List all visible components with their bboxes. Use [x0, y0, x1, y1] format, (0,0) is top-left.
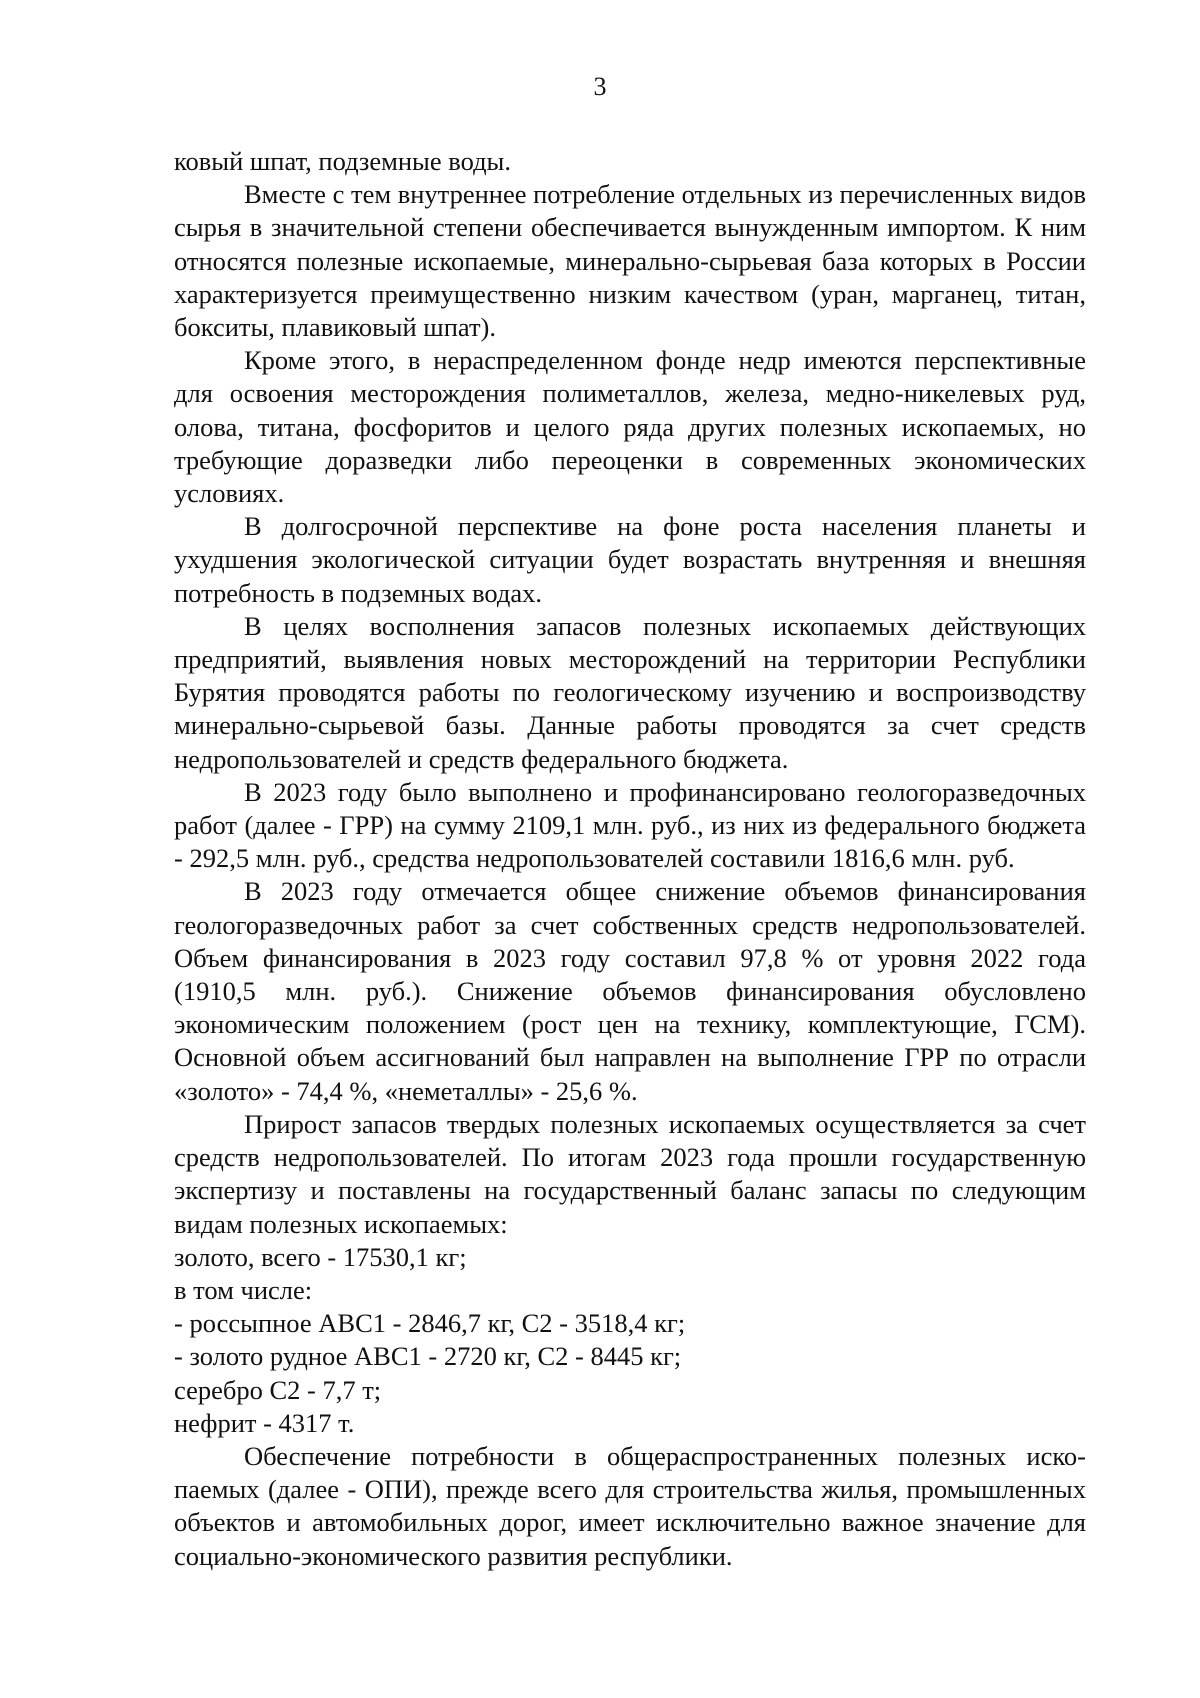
paragraph-financing-2023: В 2023 году было выполнено и профинансировано геологоразведочных работ (далее - ГРР) на сумму 2109,1 млн. руб., из них из федерального бюджета - 292,5 млн. руб., средства недропользователей составили 1816,6 млн. руб.: [174, 776, 1086, 874]
paragraph-import: Вместе с тем внутреннее потребление отдельных из перечисленных видов сырья в значительной степени обеспечивается вынужденным импортом. К ним относятся полезные ископаемые, минерально-сырьевая база которых в России характеризуется преимущественно низким качеством (уран, марганец, титан, бокситы, плавиковый шпат).: [174, 179, 1087, 343]
paragraph-common-minerals: Обеспечение потребности в общераспространенных полезных ископаемых (далее - ОПИ), прежде всего для строительства жилья, промышленных объектов и автомобильных дорог, имеет исключительно важное значение для социально-экономического развития республики.: [174, 1440, 1086, 1571]
page-number: 3: [593, 72, 607, 101]
list-item: - золото рудное ABC1 - 2720 кг, С2 - 8445 кг;: [174, 1341, 682, 1372]
list-item: золото, всего - 17530,1 кг;: [174, 1241, 467, 1272]
document-body: [174, 145, 1086, 1573]
paragraph-geological-study: В целях восполнения запасов полезных ископаемых действующих предприятий, выявления новых месторождений на территории Республики Бурятия проводятся работы по геологическому изучению и воспроизводству минерально-сырьевой базы. Данные работы проводятся за счет средств недропользователей и средств федерального бюджета.: [174, 610, 1086, 774]
paragraph-unallocated-fund: Кроме этого, в нераспределенном фонде недр имеются перспективные для освоения месторождения полиметаллов, железа, медно-никелевых руд, олова, титана, фосфоритов и целого ряда других полезных ископаемых, но требующие доразведки либо переоценки в современных экономических условиях.: [174, 345, 1086, 509]
paragraph-groundwater: В долгосрочной перспективе на фоне роста населения планеты и ухудшения экологической ситуации будет возрастать внутренняя и внешняя потребность в подземных водах.: [174, 511, 1086, 608]
list-item: в том числе:: [174, 1274, 313, 1305]
reserves-list: [174, 1241, 1086, 1440]
paragraph-financing-decrease: В 2023 году отмечается общее снижение объемов финансирования геологоразведочных работ за счет собственных средств недропользователей. Объем финансирования в 2023 году составил 97,8 % от уровня 2022 года (1910,5 млн. руб.). Снижение объемов финансирования обусловлено экономическим положением (рост цен на технику, комплектующие, ГСМ). Основной объем ассигнований был направлен на выполнение ГРР по отрасли «золото» - 74,4 %, «неметаллы» - 25,6 %.: [174, 876, 1086, 1106]
list-item: нефрит - 4317 т.: [174, 1407, 355, 1438]
paragraph-reserves-growth: Прирост запасов твердых полезных ископаемых осуществляется за счет средств недропользователей. По итогам 2023 года прошли государственную экспертизу и поставлены на государственный баланс запасы по следующим видам полезных ископаемых:: [174, 1108, 1086, 1239]
paragraph-continuation: ковый шпат, подземные воды.: [174, 146, 511, 176]
list-item: - россыпное ABC1 - 2846,7 кг, С2 - 3518,4 кг;: [174, 1308, 686, 1339]
list-item: серебро С2 - 7,7 т;: [174, 1374, 382, 1405]
